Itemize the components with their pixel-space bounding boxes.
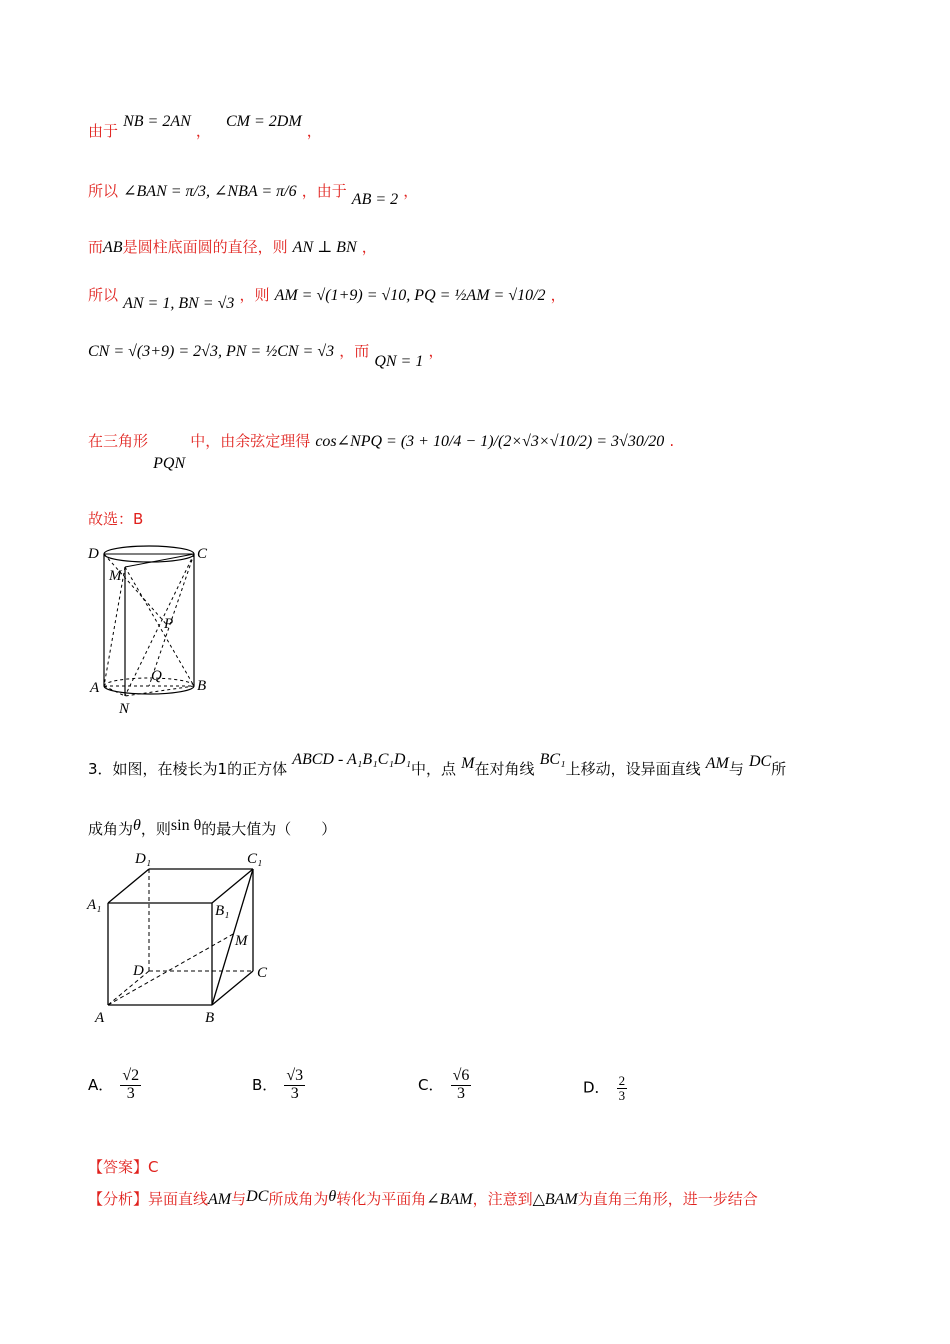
label-c1: C₁ (247, 851, 263, 867)
label-b1: B₁ (215, 903, 230, 919)
label-n: N (119, 701, 130, 717)
question-3-line2: 成角为θ，则sin θ的最大值为（ ） (88, 817, 337, 838)
line-1: 由于 NB = 2AN ， CM = 2DM ， (88, 113, 322, 140)
eq-perp: AN ⊥ BN (292, 239, 357, 256)
option-c[interactable]: C． $\frac{√6}{3}$ (418, 1067, 470, 1102)
eq-am-pq: AM = √(1+9) = √10, PQ = ½AM = √10/2 (274, 287, 546, 304)
label-d1: D₁ (135, 851, 152, 867)
label-b: B (205, 1010, 215, 1026)
label-c: C (197, 546, 208, 562)
label-b: B (197, 678, 207, 694)
cylinder-figure (85, 540, 215, 720)
eq-ab-2: AB = 2 (351, 191, 399, 208)
question-3-line1: 3．如图，在棱长为1的正方体 ABCD - A₁B₁C₁D₁中，点 M在对角线 BC₁上移动，设异面直线 AM与 DC所 (88, 751, 787, 778)
label-m: M (235, 933, 248, 949)
option-a[interactable]: A． $\frac{√2}{3}$ (88, 1067, 140, 1102)
eq-cosine: cos∠NPQ = (3 + 10/4 − 1)/(2×√3×√10/2) = 3√30/20 (315, 433, 665, 450)
answer-tag: 【答案】C (88, 1158, 159, 1176)
label-c: C (257, 965, 268, 981)
eq-cm-2dm: CM = 2DM (226, 113, 302, 130)
eq-angles: ∠BAN = π/3, ∠NBA = π/6 (123, 183, 297, 200)
label-d: D (133, 963, 144, 979)
label-a1: A₁ (87, 897, 102, 913)
analysis-line: 【分析】异面直线AM与DC所成角为θ转化为平面角∠BAM，注意到△BAM为直角三角形，进一步结合 (88, 1188, 758, 1208)
cube-figure (85, 845, 285, 1030)
option-d[interactable]: D． $\frac{2}{3}$ (583, 1073, 626, 1103)
eq-cn-pn: CN = √(3+9) = 2√3, PN = ½CN = √3 (88, 343, 335, 360)
eq-nb-2an: NB = 2AN (123, 113, 191, 130)
line-6: 在三角形 PQN 中，由余弦定理得 cos∠NPQ = (3 + 10/4 − 1)/(2×√3×√10/2) = 3√30/20 . (88, 432, 675, 472)
line-5: CN = √(3+9) = 2√3, PN = ½CN = √3 ，而 QN = 1 ， (88, 342, 444, 370)
label-d: D (88, 546, 99, 562)
line-4: 所以 AN = 1, BN = √3 ，则 AM = √(1+9) = √10, PQ = ½AM = √10/2 ， (88, 286, 566, 312)
line-2: 所以 ∠BAN = π/3, ∠NBA = π/6 ，由于 AB = 2 ， (88, 182, 419, 208)
label-m: M (109, 568, 122, 584)
label-a: A (95, 1010, 105, 1026)
option-b[interactable]: B． $\frac{√3}{3}$ (252, 1067, 304, 1102)
answer-b-line: 故选：B (88, 510, 144, 528)
label-p: P (164, 616, 174, 632)
line-3: 而AB是圆柱底面圆的直径，则 AN ⊥ BN ， (88, 238, 377, 256)
label-q: Q (151, 668, 162, 684)
label-a: A (90, 680, 100, 696)
